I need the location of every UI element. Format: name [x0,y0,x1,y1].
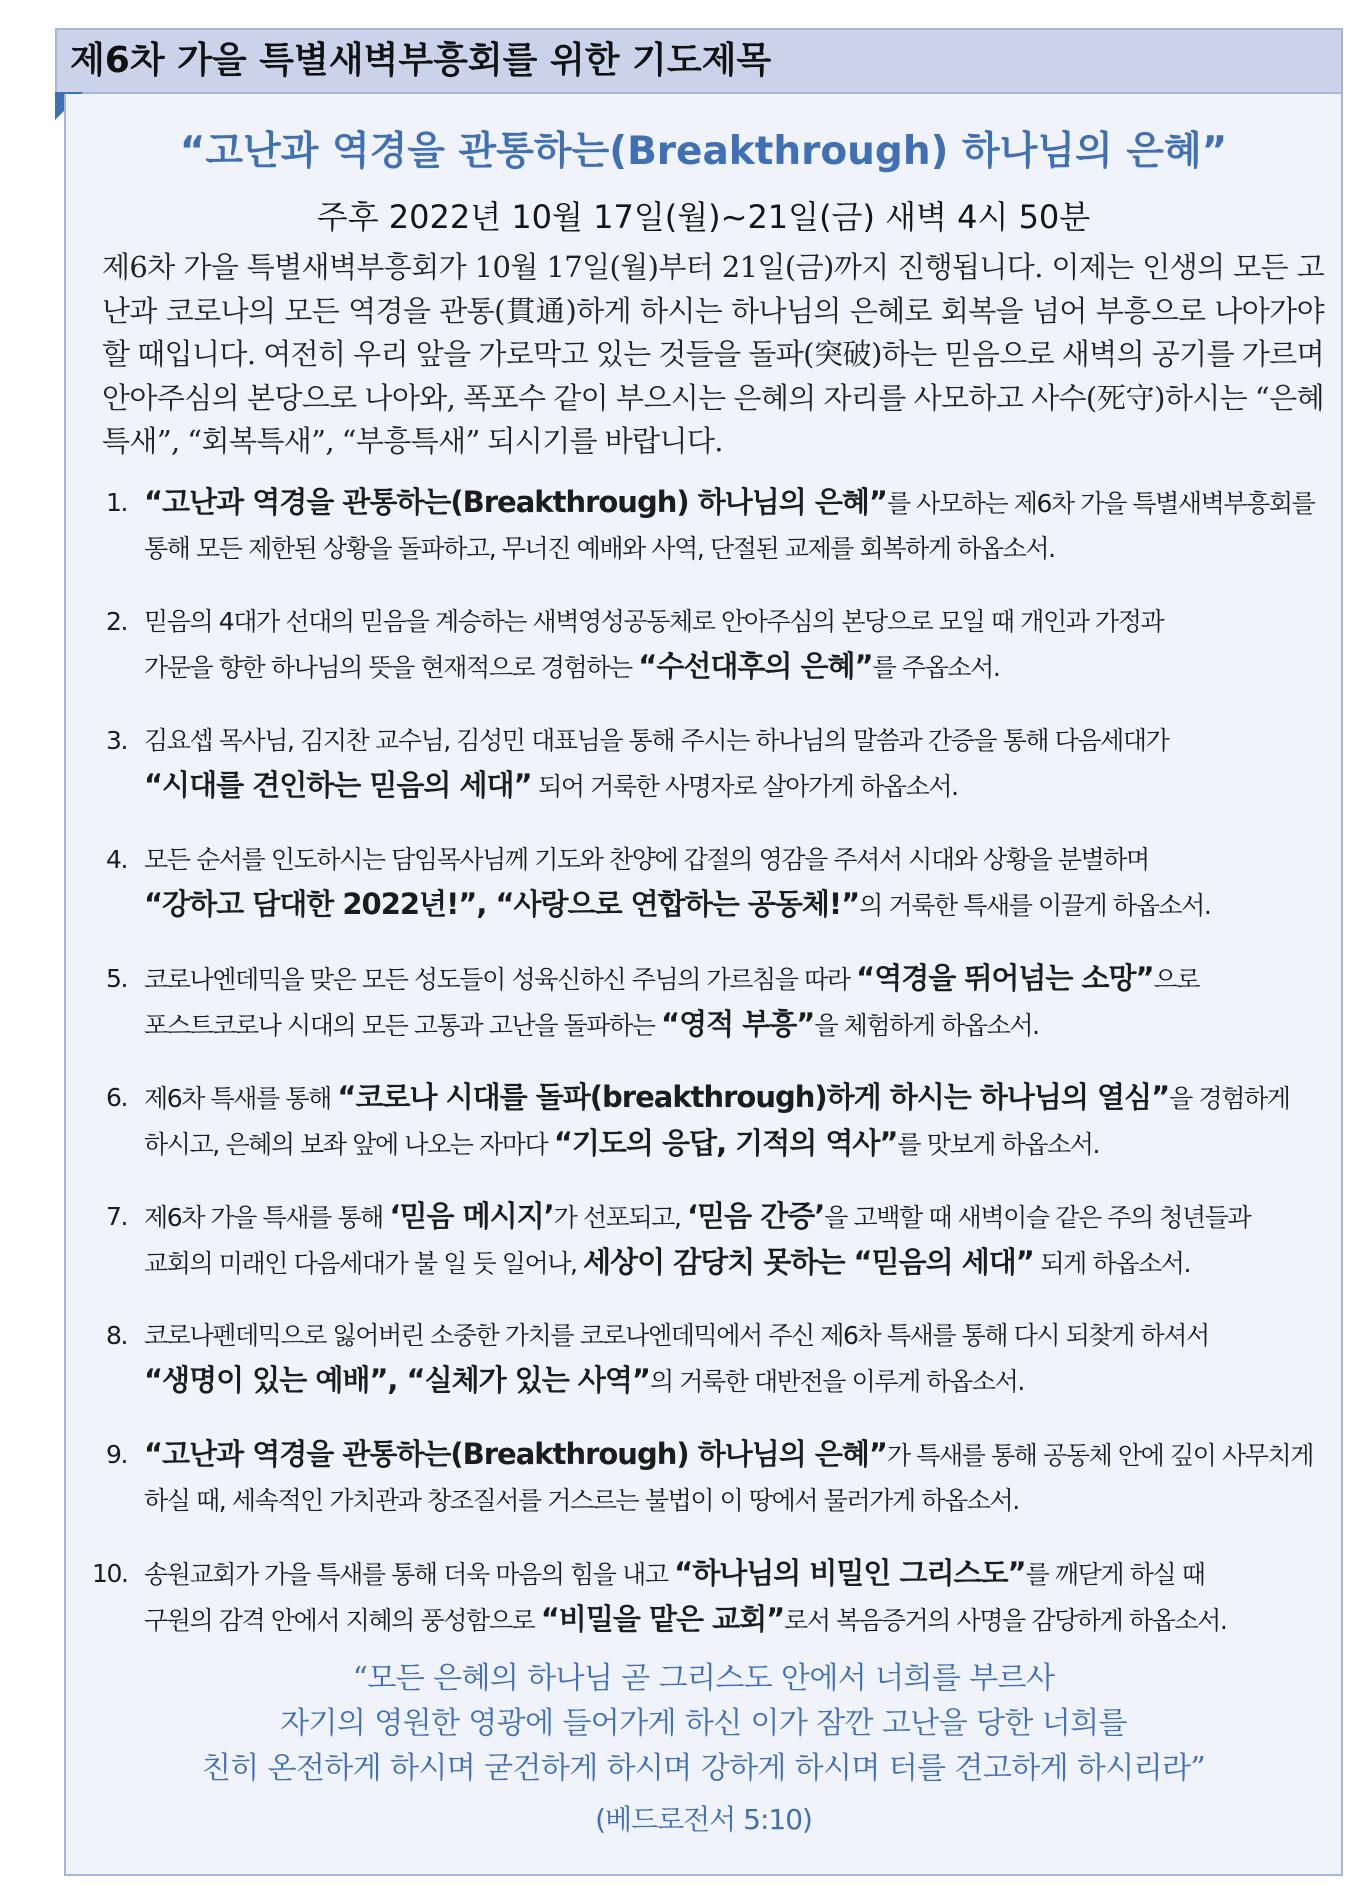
prayer-emphasis: “고난과 역경을 관통하는(Breakthrough) 하나님의 은혜” [144,1437,887,1471]
prayer-emphasis: “비밀을 맡은 교회” [540,1602,785,1636]
prayer-line [144,763,1324,809]
prayer-line [144,1002,1324,1048]
prayer-text: 김요셉 목사님, 김지찬 교수님, 김성민 대표님을 통해 주시는 하나님의 말씀과 간증을 통해 다음세대가 [144,726,1169,755]
prayer-item-2 [92,599,1324,689]
prayer-item-7 [92,1194,1324,1284]
prayer-text: 통해 모든 제한된 상황을 돌파하고, 무너진 예배와 사역, 단절된 교제를 회복하게 하옵소서. [144,534,1055,563]
prayer-emphasis: “기도의 응답, 기적의 역사” [553,1126,898,1160]
verse-line-3: 친히 온전하게 하시며 굳건하게 하시며 강하게 하시며 터를 견고하게 하시리라” [201,1751,1206,1786]
prayer-text: 포스트코로나 시대의 모든 고통과 고난을 돌파하는 [144,1011,662,1040]
prayer-emphasis: “고난과 역경을 관통하는(Breakthrough) 하나님의 은혜” [144,485,887,519]
prayer-number: 8. [106,1321,128,1350]
prayer-line [144,1121,1324,1167]
prayer-emphasis: “수선대후의 은혜” [638,649,873,683]
prayer-text: 제6차 가을 특새를 통해 [144,1203,390,1232]
prayer-item-1 [92,480,1324,570]
prayer-text: 로서 복음증거의 사명을 감당하게 하옵소서. [784,1606,1227,1635]
prayer-text: 송원교회가 가을 특새를 통해 더욱 마음의 힘을 내고 [144,1560,675,1589]
prayer-text: 구원의 감격 안에서 지혜의 풍성함으로 [144,1606,541,1635]
prayer-text: 을 고백할 때 새벽이슬 같은 주의 청년들과 [824,1203,1251,1232]
prayer-number: 2. [106,607,128,636]
intro-paragraph: 제6차 가을 특별새벽부흥회가 10월 17일(월)부터 21일(금)까지 진행됩니다. 이제는 인생의 모든 고난과 코로나의 모든 역경을 관통(貫通)하게 하시는 하나님의 은혜로 회복을 넘어 부흥으로 나아가야 할 때입니다. 여전히 우리 앞을 가로막고 있는 것들을 돌파(突破)하는 믿음으로 새벽의 공기를 가르며 안아주심의 본당으로 나아와, 폭포수 같이 부으시는 은혜의 자리를 사모하고 사수(死守)하시는 “은혜특새”, “회복특새”, “부흥특새” 되시기를 바랍니다. [102,250,1324,458]
prayer-emphasis: “시대를 견인하는 믿음의 세대” [144,768,532,802]
prayer-line [144,526,1324,571]
prayer-emphasis: “생명이 있는 예배”, “실체가 있는 사역” [144,1363,650,1397]
prayer-text: 하시고, 은혜의 보좌 앞에 나오는 자마다 [144,1130,554,1159]
prayer-text: 를 깨닫게 하실 때 [1025,1560,1205,1589]
prayer-emphasis: “역경을 뛰어넘는 소망” [856,961,1154,995]
prayer-text: 을 경험하게 [1169,1084,1290,1113]
prayer-item-9 [92,1432,1324,1522]
verse-line-1: “모든 은혜의 하나님 곧 그리스도 안에서 너희를 부르사 [352,1661,1055,1696]
prayer-text: 를 사모하는 제6차 가을 특별새벽부흥회를 [886,489,1315,518]
prayer-text: 의 거룩한 특새를 이끌게 하옵소서. [859,891,1211,920]
prayer-text: 의 거룩한 대반전을 이루게 하옵소서. [649,1367,1024,1396]
prayer-text: 되어 거룩한 사명자로 살아가게 하옵소서. [531,772,958,801]
prayer-line [144,956,1324,1002]
prayer-number: 1. [106,488,128,517]
prayer-line [144,1358,1324,1404]
prayer-item-5 [92,956,1324,1046]
prayer-line [144,599,1324,644]
prayer-text: 하실 때, 세속적인 가치관과 창조질서를 거스르는 불법이 이 땅에서 물러가게 하옵소서. [144,1486,1019,1515]
prayer-text: 으로 [1153,965,1200,994]
prayer-text: 모든 순서를 인도하시는 담임목사님께 기도와 찬양에 갑절의 영감을 주셔서 시대와 상황을 분별하며 [144,845,1149,874]
prayer-emphasis: 세상이 감당치 못하는 “믿음의 세대” [583,1245,1034,1279]
prayer-emphasis: “강하고 담대한 2022년!”, “사랑으로 연합하는 공동체!” [144,887,860,921]
prayer-text: 를 주옵소서. [872,653,1000,682]
prayer-item-8 [92,1313,1324,1403]
prayer-text: 코로나엔데믹을 맞은 모든 성도들이 성육신하신 주님의 가르침을 따라 [144,965,857,994]
page-title: 제6차 가을 특별새벽부흥회를 위한 기도제목 [70,40,772,81]
prayer-number: 5. [106,964,128,993]
prayer-emphasis: “영적 부흥” [661,1007,815,1041]
prayer-text: 을 체험하게 하옵소서. [814,1011,1039,1040]
prayer-text: 를 맛보게 하옵소서. [897,1130,1100,1159]
prayer-text: 가문을 향한 하나님의 뜻을 현재적으로 경험하는 [144,653,639,682]
prayer-text: 믿음의 4대가 선대의 믿음을 계승하는 새벽영성공동체로 안아주심의 본당으로 모일 때 개인과 가정과 [144,607,1164,636]
prayer-line [144,480,1324,526]
prayer-line [144,1551,1324,1597]
prayer-line [144,1240,1324,1286]
prayer-line [144,1597,1324,1643]
prayer-list [92,480,1324,1670]
prayer-line [144,1075,1324,1121]
scripture-verse [64,1656,1343,1791]
prayer-line [144,644,1324,690]
prayer-text: 교회의 미래인 다음세대가 불 일 듯 일어나, [144,1249,584,1278]
prayer-number: 6. [106,1083,128,1112]
prayer-emphasis: ‘믿음 메시지’ [389,1199,554,1233]
prayer-item-10 [92,1551,1324,1641]
prayer-line [144,1432,1324,1478]
prayer-text: 코로나펜데믹으로 잃어버린 소중한 가치를 코로나엔데믹에서 주신 제6차 특새를 통해 다시 되찾게 하셔서 [144,1321,1209,1350]
prayer-text: 되게 하옵소서. [1033,1249,1190,1278]
prayer-item-3 [92,718,1324,808]
prayer-item-4 [92,837,1324,927]
prayer-line [144,882,1324,928]
theme-title: “고난과 역경을 관통하는(Breakthrough) 하나님의 은혜” [179,129,1228,174]
prayer-emphasis: ‘믿음 간증’ [687,1199,825,1233]
prayer-number: 3. [106,726,128,755]
prayer-item-6 [92,1075,1324,1165]
verse-reference: (베드로전서 5:10) [595,1803,812,1836]
prayer-emphasis: “코로나 시대를 돌파(breakthrough)하게 하시는 하나님의 열심” [337,1080,1170,1114]
prayer-number: 9. [106,1440,128,1469]
prayer-line [144,1478,1324,1523]
schedule-line: 주후 2022년 10월 17일(월)~21일(금) 새벽 4시 50분 [316,198,1091,236]
prayer-line [144,718,1324,763]
prayer-text: 제6차 특새를 통해 [144,1084,338,1113]
prayer-line [144,837,1324,882]
prayer-number: 10. [92,1559,128,1588]
prayer-text: 가 선포되고, [553,1203,688,1232]
prayer-line [144,1194,1324,1240]
prayer-number: 7. [106,1202,128,1231]
prayer-number: 4. [106,845,128,874]
prayer-emphasis: “하나님의 비밀인 그리스도” [674,1556,1026,1590]
prayer-line [144,1313,1324,1358]
prayer-text: 가 특새를 통해 공동체 안에 깊이 사무치게 [886,1441,1313,1470]
verse-line-2: 자기의 영원한 영광에 들어가게 하신 이가 잠깐 고난을 당한 너희를 [280,1706,1127,1741]
